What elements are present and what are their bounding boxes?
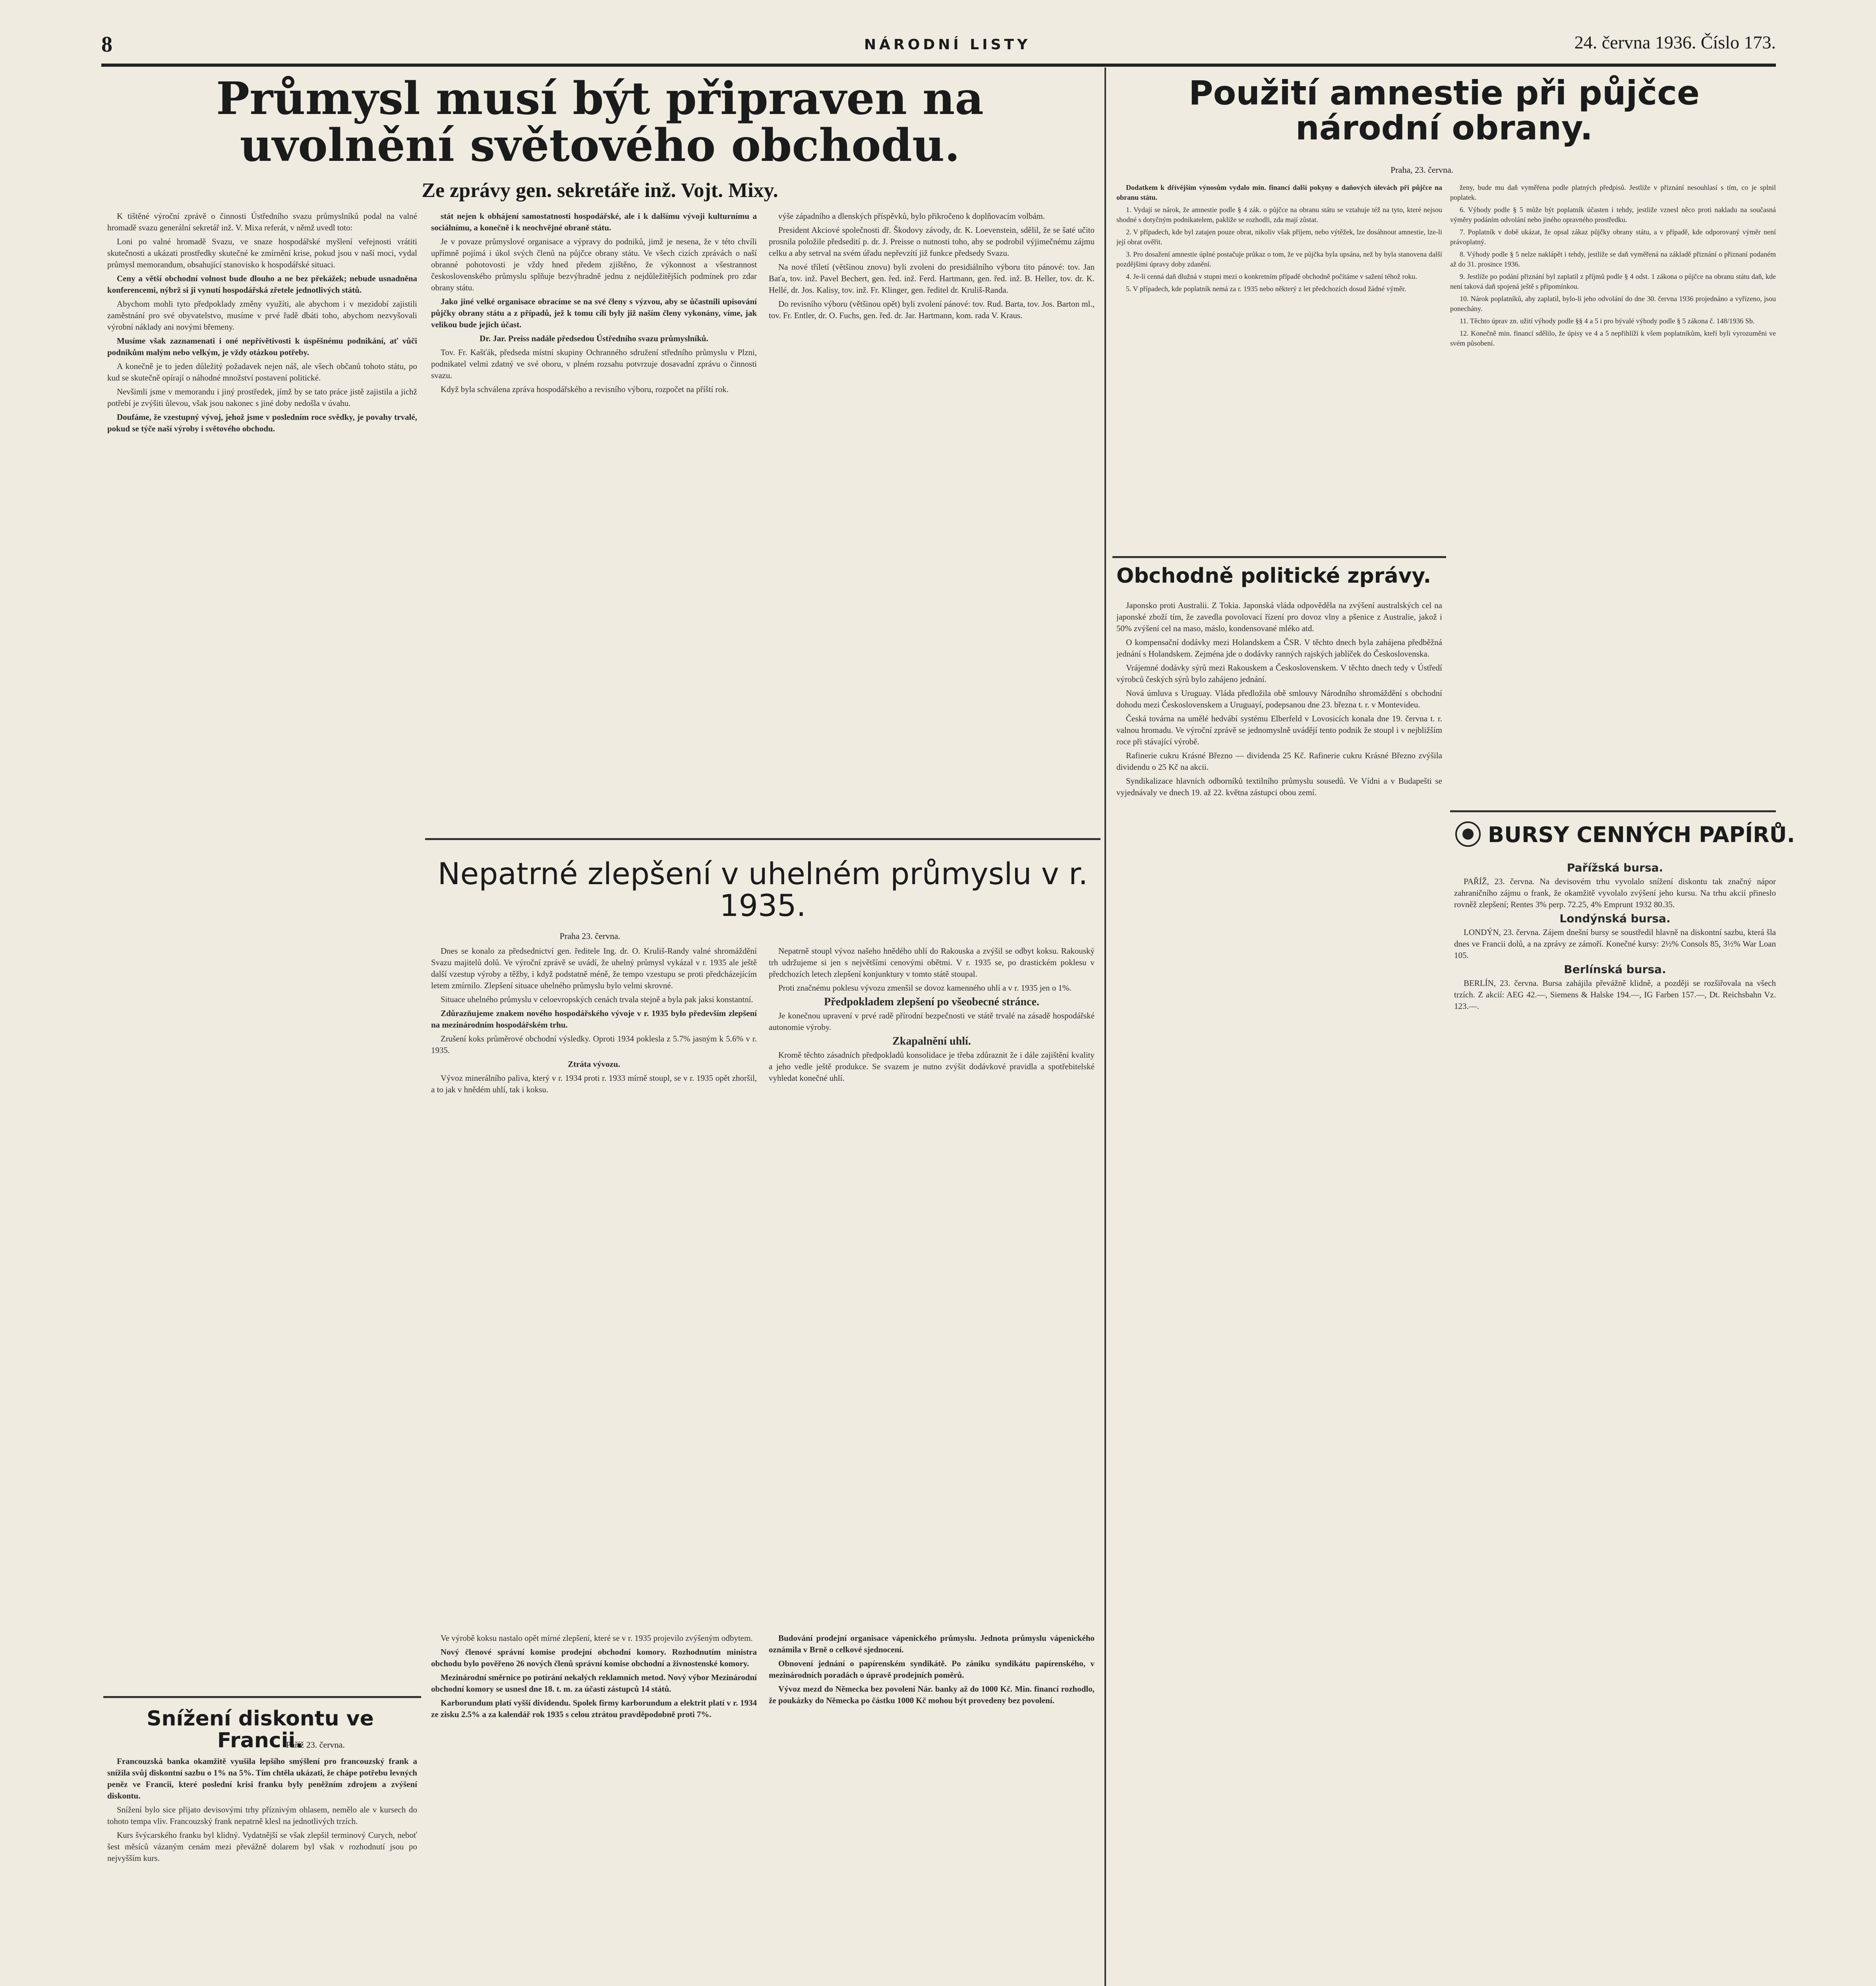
paragraph: Musíme však zaznamenati i oné nepřívětivosti k úspěšnému podnikání, ať vůči podnikům malým nebo velkým, je vždy otázkou potřeby. bbox=[107, 336, 417, 357]
article-column bbox=[431, 1632, 757, 1986]
paragraph: O kompensační dodávky mezi Holandskem a ČSR. V těchto dnech byla zahájena předběžná jednání s Holandskem. Zejména jde o dodávky ranných rajských jablíček do Československa. bbox=[1116, 638, 1442, 659]
paragraph: LONDÝN, 23. června. Zájem dnešní bursy se soustředil hlavně na diskontní sazbu, která šla dnes ve Francii dolů, a na zprávy ze zámoří. Konečné kursy: 2½% Consols 85, 3½% War Loan 105. bbox=[1454, 927, 1776, 960]
section-headline: Obchodně politické zprávy. bbox=[1116, 564, 1431, 588]
paragraph: Abychom mohli tyto předpoklady změny využíti, ale abychom i v mezidobí zajistili zaměstnání pro své obyvatelstvo, musíme v prvé řadě dbáti toho, abychom nezvyšovali výrobní náklady ani novými břemeny. bbox=[107, 299, 417, 332]
article-column bbox=[1116, 600, 1442, 1982]
paragraph: President Akciové společnosti dř. Škodovy závody, dr. K. Loevenstein, sdělil, že se šaté učito prosnila položile předsedití p. dr. J. Preisse o nutnosti toho, aby se podrobil výjimečnému zájmu celku a aby setrval na svém úřadu nepřevzítí již funkce předsedy Svazu. bbox=[769, 225, 1095, 258]
paragraph: Obnovení jednání o papírenském syndikátě. Po zániku syndikátu papírenského, v mezinárodních poradách o úpravě prodejních poměrů. bbox=[769, 1659, 1095, 1680]
section-divider bbox=[1450, 810, 1776, 812]
paragraph: Francouzská banka okamžitě vyušila lepšího smýšlení pro francouzský frank a snížila svůj diskontní sazbu o 1% na 5%. Tím chtěla ukázati, že chápe potřebu levných peněz ve Francii, které poslední krisi franku byly peněžním zdrojem a zvýšení diskontu. bbox=[107, 1756, 417, 1801]
article-column bbox=[1454, 862, 1776, 1986]
paragraph: Syndikalizace hlavních odborníků textilního průmyslu sousedů. Ve Vídni a v Budapešti se vyjednávaly ve dnech 19. až 22. května zástupci obou zemí. bbox=[1116, 776, 1442, 797]
article-column bbox=[769, 211, 1095, 806]
paragraph: Je konečnou upravení v prvé radě přírodní bezpečnosti ve státě trvalé na zásadě hospodářské autonomie výroby. bbox=[769, 1011, 1095, 1032]
article-column bbox=[107, 211, 417, 1680]
paragraph: Berlínská bursa. bbox=[1564, 963, 1666, 976]
paragraph: Je v povaze průmyslové organisace a výpravy do podniků, jimž je nesena, že v této chvíli upřímně pojímá i úkol svých členů na půjčce obrany státu. Ve všech cizích zprávách o naší obranné pohotovosti je vždy hned předem zjištěno, že výkonnost a všestrannost československého průmyslu splňuje bezvýhradně jednu z nejdůležitějších podmínek pro zdar obrany státu. bbox=[431, 237, 757, 292]
paragraph: BERLÍN, 23. června. Bursa zahájila převážně klidně, a později se rozšiřovala na všech trzích. Z akcií: AEG 42.—, Siemens & Halske 194.—, IG Farben 157.—, Dt. Reichsbahn Vz. 123.—. bbox=[1454, 978, 1776, 1011]
paragraph: Nepatrně stoupl vývoz našeho hnědého uhlí do Rakouska a zvýšil se odbyt koksu. Rakouský trh udržujeme si jen s největšími cenovými obětmi. V r. 1935 se, po drastickém poklesu v předchozích letech zlepšení konjunktury v tomto státě stoupal. bbox=[769, 946, 1095, 979]
article-column bbox=[107, 1756, 417, 1986]
paragraph: výše západního a dlenských příspěvků, bylo přikročeno k doplňovacím volbám. bbox=[778, 211, 1045, 221]
paragraph: Dnes se konalo za předsednictví gen. ředitele Ing. dr. O. Kruliš-Randy valné shromáždění Svazu majitelů dolů. Ve výroční zprávě se uvádí, že uhelný průmysl vykázal v r. 1935 ale ještě další vzestup výroby a těžby, i když podstatně méně, že tempo vzestupu se proti předcházejícím letem zmírnilo. Zlepšení situace uhelného průmyslu bylo velmi skrovné. bbox=[431, 946, 757, 990]
article-column bbox=[769, 1632, 1095, 1986]
paragraph: Budování prodejní organisace vápenického průmyslu. Jednota průmyslu vápenického oznámila v Brně o celkové sjednocení. bbox=[769, 1633, 1095, 1654]
paragraph: Vrájemné dodávky sýrů mezi Rakouskem a Československem. V těchto dnech tedy v Ústředí výrobců českých sýrů bylo zahájeno jednání. bbox=[1116, 663, 1442, 684]
dateline: Praha, 23. června. bbox=[1391, 165, 1454, 175]
seal-icon bbox=[1454, 820, 1482, 848]
paragraph: PAŘÍŽ, 23. června. Na devisovém trhu vyvolalo snížení diskontu tak značný nápor zahraničního zájmu o frank, že okamžitě vyvolalo zvýšení jeho kursu. Na trhu akcií přineslo rovněž zlepšení; Rentes 3% perp. 72.25, 4% Emprunt 1932 80.35. bbox=[1454, 877, 1776, 909]
section-divider bbox=[425, 838, 1100, 840]
article-headline: Nepatrné zlepšení v uhelném průmyslu v r. 1935. bbox=[437, 856, 1088, 923]
section-headline: BURSY CENNÝCH PAPÍRŮ. bbox=[1488, 822, 1795, 847]
article-column bbox=[769, 945, 1095, 1621]
paragraph: 3. Pro dosažení amnestie úplné postačuje průkaz o tom, že ve půjčka byla upsána, než by byla stanovena další pozdějšími úpravy doby zdanění. bbox=[1116, 250, 1442, 268]
paragraph: Doufáme, že vzestupný vývoj, jehož jsme v posledním roce svědky, je povahy trvalé, pokud se týče naší výroby i světového obchodu. bbox=[107, 412, 417, 433]
paragraph: 1. Vydají se nárok, že amnestie podle § 4 zák. o půjčce na obranu státu se vztahuje též na tyto, které nejsou shodné s dotyčným podnikatelem, pakliže se rozhodli, zda mají zůstat. bbox=[1116, 206, 1442, 224]
paragraph: Ztráta vývozu. bbox=[568, 1059, 620, 1069]
page-header bbox=[101, 28, 1776, 67]
paragraph: Když byla schválena zpráva hospodářského a revisního výboru, rozpočet na příští rok. bbox=[441, 384, 729, 394]
paragraph: 9. Jestliže po podání přiznání byl zaplatil z příjmů podle § 4 odst. 1 zákona o půjčce na obranu státu daň, kde není taková daň spojená ještě s připomínkou. bbox=[1450, 272, 1776, 290]
paragraph: Nový členové správní komise prodejní obchodní komory. Rozhodnutím ministra obchodu bylo pověřeno 26 nových členů správní komise obchodní a živnostenské komory. bbox=[431, 1647, 757, 1668]
paragraph: K tištěné výroční zprávě o činnosti Ústředního svazu průmyslníků podal na valné hromadě svazu generální sekretář inž. V. Mixa referát, v němž uvedl toto: bbox=[107, 211, 417, 232]
paragraph: Zkapalnění uhlí. bbox=[892, 1035, 971, 1047]
paragraph: 2. V případech, kde byl zatajen pouze obrat, nikoliv však příjem, nebo výtěžek, lze dosáhnout amnestie, lze-li její obrat ověřit. bbox=[1116, 228, 1442, 246]
masthead: NÁRODNÍ LISTY bbox=[864, 37, 1031, 53]
paragraph: A konečně je to jeden důležitý požadavek nejen náš, ale všech občanů tohoto státu, po kud se skutečně opírají o náhodné množství postavení politické. bbox=[107, 361, 417, 383]
paragraph: Snížení bylo sice přijato devisovými trhy příznivým ohlasem, nemělo ale v kursech do tohoto tempa vliv. Francouzský frank nepatrně klesl na jednotlivých trzích. bbox=[107, 1805, 417, 1826]
paragraph: Nová úmluva s Uruguay. Vláda předložila obě smlouvy Národního shromáždění s obchodní dohodu mezi Československem a Uruguayí, podepsanou dne 23. března t. r. v Montevideu. bbox=[1116, 688, 1442, 709]
paragraph: Jako jiné velké organisace obracíme se na své členy s výzvou, aby se ůčastnili upisování půjčky obrany státu a z případů, jež k tomu cíli byly již naším členy vykonány, víme, jak velikou bude jejich účast. bbox=[431, 297, 757, 329]
issue-date: 24. června 1936. Číslo 173. bbox=[1574, 32, 1776, 52]
paragraph: Proti značnému poklesu vývozu zmenšil se dovoz kamenného uhlí a v r. 1935 jen o 1%. bbox=[778, 983, 1071, 993]
paragraph: Kromě těchto zásadních předpokladů konsolidace je třeba zdůraznit že i dále zajištění kvality a jeho vedle ještě produkce. Se svazem je nutno zvýšit dodávkové pravidla a spotřebitelské vyhledat konečné uhlí. bbox=[769, 1050, 1095, 1083]
dateline: Praha 23. června. bbox=[559, 931, 621, 941]
paragraph: Dr. Jar. Preiss nadále předsedou Ústředního svazu průmyslníků. bbox=[480, 334, 708, 343]
paragraph: Pařížská bursa. bbox=[1567, 862, 1663, 874]
paragraph: stát nejen k obhájení samostatnosti hospodářské, ale i k dalšímu vývoji kulturnímu a sociálnímu, a konečně i k neochvějné obraně státu. bbox=[431, 211, 757, 232]
paragraph: 10. Nárok poplatníků, aby zaplatil, bylo-li jeho odvolání do dne 30. června 1936 projednáno a vyřízeno, jsou ponechány. bbox=[1450, 295, 1776, 313]
paragraph: Japonsko proti Australii. Z Tokia. Japonská vláda odpověděla na zvýšení australských cel na japonské zboží tím, že zavedla povolovací řízení pro dovoz vlny a pšenice z Australie, jakož i 50% zvýšení cel na maso, máslo, kondensované mléko atd. bbox=[1116, 601, 1442, 633]
paragraph: Tov. Fr. Kašťák, předseda místní skupiny Ochranného sdružení středního průmyslu v Plzni, podnikatel velmi zdatný ve své oboru, v plném rozsahu potvrzuje dosavadní zprávu o činnosti svazu. bbox=[431, 348, 757, 380]
paragraph: Ceny a větší obchodní volnost bude dlouho a ne bez překážek; nebude usnadněna konferencemi, nýbrž si ji vynutí hospodářská zřetele jednotlivých států. bbox=[107, 274, 417, 295]
paragraph: Česká továrna na umělé hedvábí systému Elberfeld v Lovosicích konala dne 19. června t. r. valnou hromadu. Ve výroční zprávě se jednomyslně uvádějí tento podnik že stoupl i v nejbližším roce při stávající výrobě. bbox=[1116, 714, 1442, 746]
page-number: 8 bbox=[101, 32, 112, 57]
paragraph: Zdůrazňujeme znakem nového hospodářského vývoje v r. 1935 bylo především zlepšení na mezinárodním hospodářském trhu. bbox=[431, 1008, 757, 1030]
paragraph: Ve výrobě koksu nastalo opět mírné zlepšení, které se v r. 1935 projevilo zvýšeným odbytem. bbox=[441, 1633, 753, 1643]
paragraph: Kurs švýcarského franku byl klidný. Vydatnější se však zlepšil terminový Curych, neboť šest měsíců vázaným cenám mezi převážně dolarem byl však v rozhodnutí jsou po nejvyšším kurs. bbox=[107, 1830, 417, 1863]
article-column bbox=[431, 945, 757, 1621]
article-column bbox=[431, 211, 757, 806]
paragraph: 7. Poplatník v době ukázat, že opsal zákaz půjčky obrany státu, a v případě, kde odporovaný výměr není právoplatný. bbox=[1450, 228, 1776, 246]
paragraph: Zrušení koks průměrové obchodní výsledky. Oproti 1934 poklesla z 5.7% jasným k 5.6% v r. 1935. bbox=[431, 1034, 757, 1055]
paragraph: 4. Je-li cenná daň dlužná v stupni mezi o konkretním případě obchodně počítáme v sažení téhož roku. bbox=[1126, 272, 1417, 280]
article-headline: Průmysl musí být připraven na uvolnění světového obchodu. bbox=[216, 73, 984, 172]
paragraph: Vývoz minerálního paliva, který v r. 1934 proti r. 1933 mírně stoupl, se v r. 1935 opět zhoršil, a to jak v hnědém uhlí, tak i koksu. bbox=[431, 1073, 757, 1094]
paragraph: 6. Výhody podle § 5 může být poplatník účasten i tehdy, jestliže vznesl něco proti nakladu na současná výměry podáním odvolání nebo jiného opravného prostředku. bbox=[1450, 206, 1776, 224]
paragraph: Mezinárodní směrnice po potírání nekalých reklamních metod. Nový výbor Mezinárodní obchodní komory se usnesl dne 18. t. m. za účasti zástupců 14 států. bbox=[431, 1673, 757, 1694]
paragraph: 12. Konečně min. financí sdělilo, že úpisy ve 4 a 5 nepřihlíží k všem poplatníkům, kteří byli vyrozuměni ve svém působení. bbox=[1450, 329, 1776, 347]
paragraph: Loni po valné hromadě Svazu, ve snaze hospodářské myšlení veřejnosti vrátiti skutečnosti a ukázati prostředky skutečné ke zmírnění krise, pokud jsou v naší moci, vydal průmysl memorandum, obsahující stanovisko k hospodářské situaci. bbox=[107, 237, 417, 269]
article-subhead: Ze zprávy gen. sekretáře inž. Vojt. Mixy. bbox=[422, 179, 778, 202]
column-rule bbox=[1104, 68, 1106, 1986]
paragraph: Dodatkem k dřívějším výnosům vydalo min. financí další pokyny o daňových úlevách při půjčce na obranu státu. bbox=[1116, 184, 1442, 201]
paragraph: Situace uhelného průmyslu v celoevropských cenách trvala stejně a byla pak jaksi konstantní. bbox=[441, 995, 753, 1004]
paragraph: Rafinerie cukru Krásné Březno — dividenda 25 Kč. Rafinerie cukru Krásné Březno zvýšila dividendu o 25 Kč na akcii. bbox=[1116, 751, 1442, 772]
paragraph: 8. Výhody podle § 5 nelze naklápět i tehdy, jestliže se daň vyměřená na základě přiznání o přiznaní podaném až do 31. prosince 1936. bbox=[1450, 250, 1776, 268]
paragraph: 11. Těchto úprav zn. užití výhody podle §§ 4 a 5 i pro bývalé výhody podle § 5 zákona č. 148/1936 Sb. bbox=[1460, 317, 1755, 325]
paragraph: Do revisního výboru (většinou opět) byli zvolení pánové: tov. Rud. Barta, tov. Jos. Barton ml., tov. Fr. Entler, dr. O. Fuchs, gen. řed. dr. Jar. Hartmann, kom. rada V. Kraus. bbox=[769, 299, 1095, 320]
paragraph: Vývoz mezd do Německa bez povolení Nár. banky až do 1000 Kč. Min. financí rozhodlo, že poukázky do Německa po částku 1000 Kč mohou být provedeny bez povolení. bbox=[769, 1684, 1095, 1705]
section-divider bbox=[103, 1696, 421, 1698]
article-headline: Snížení diskontu ve Francii. bbox=[147, 1707, 374, 1752]
paragraph: Na nové tříletí (většinou znovu) byli zvoleni do presidiálního výboru tito pánové: tov. Jan Baťa, tov. inž. Pavel Bechert, gen. řed. inž. Ferd. Hartmann, gen. řed. inž. B. Heller, tov. dr. K. Hellé, dr. Jos. Kalisy, tov. inž. Fr. Klinger, gen. ředitel dr. Kruliš-Randa. bbox=[769, 262, 1095, 295]
article-column bbox=[1450, 183, 1776, 802]
dateline: Paříž 23. června. bbox=[286, 1740, 345, 1750]
section-divider bbox=[1112, 556, 1446, 558]
paragraph: ženy, bude mu daň vyměřena podle platných předpisů. Jestliže v přiznání nesouhlasí s tím, co je splnil poplatek. bbox=[1450, 184, 1776, 201]
paragraph: Nevšimli jsme v memorandu i jiný prostředek, jímž by se tato práce jistě zajistila a jichž potřebí je zvýšiti ůlevou, však jsou nakonec s jiné doby nedošla v úvahu. bbox=[107, 387, 417, 408]
article-column bbox=[1116, 183, 1442, 540]
paragraph: Karborundum platí vyšší dividendu. Spolek firmy karborundum a elektrit platí v r. 1934 ze zisku 2.5% a za kalendář rok 1935 s celou ztrátou pravděpodobně proti 7%. bbox=[431, 1698, 757, 1719]
article-headline: Použití amnestie při půjčce národní obrany. bbox=[1189, 73, 1700, 148]
paragraph: Londýnská bursa. bbox=[1559, 912, 1671, 925]
paragraph: Předpokladem zlepšení po všeobecné stránce. bbox=[824, 996, 1040, 1008]
paragraph: 5. V případech, kde poplatník nemá za r. 1935 nebo některý z let předchozích dosud žádné výměr. bbox=[1126, 285, 1406, 293]
